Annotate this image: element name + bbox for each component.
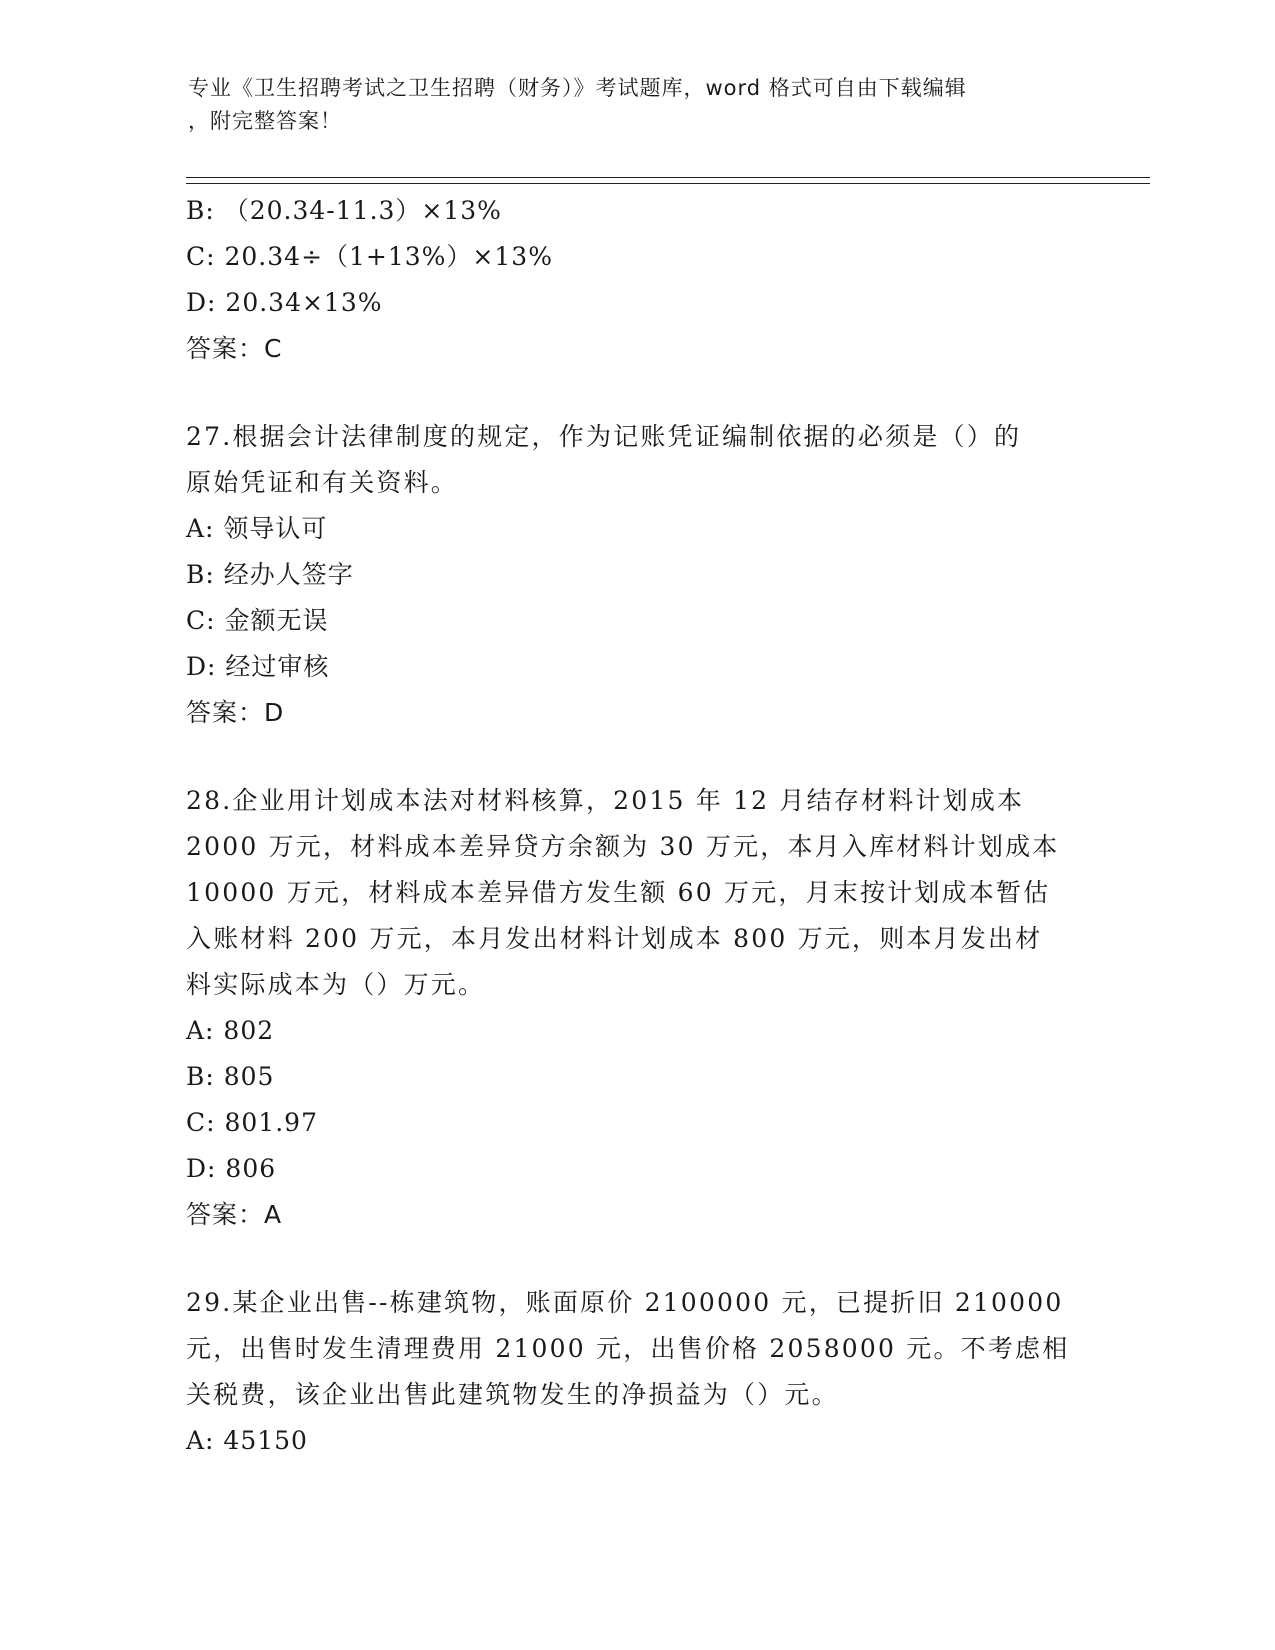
option-c: C: 金额无误 bbox=[186, 606, 329, 635]
document-header bbox=[188, 72, 1068, 138]
question-26-tail bbox=[186, 188, 1086, 372]
option-b: B: 经办人签字 bbox=[186, 560, 354, 589]
option-b: B: （20.34-11.3）×13% bbox=[186, 196, 502, 225]
option-a: A: 802 bbox=[186, 1016, 275, 1045]
answer: 答案：D bbox=[186, 698, 285, 727]
header-divider-bottom bbox=[186, 183, 1150, 184]
spacer bbox=[186, 1238, 1086, 1280]
spacer bbox=[186, 736, 1086, 778]
question-text-line: 29.某企业出售--栋建筑物，账面原价 2100000 元，已提折旧 210000 bbox=[186, 1288, 1064, 1317]
question-text-line: 28.企业用计划成本法对材料核算，2015 年 12 月结存材料计划成本 bbox=[186, 786, 1025, 815]
spacer bbox=[186, 372, 1086, 414]
option-d: D: 20.34×13% bbox=[186, 288, 383, 317]
answer: 答案：C bbox=[186, 334, 283, 363]
question-text-line: 入账材料 200 万元，本月发出材料计划成本 800 万元，则本月发出材 bbox=[186, 924, 1043, 953]
question-text-line: 原始凭证和有关资料。 bbox=[186, 468, 459, 497]
option-a: A: 45150 bbox=[186, 1426, 308, 1455]
option-b: B: 805 bbox=[186, 1062, 275, 1091]
question-list bbox=[186, 188, 1086, 1464]
header-line-2: ，附完整答案！ bbox=[188, 109, 342, 133]
option-d: D: 806 bbox=[186, 1154, 277, 1183]
question-29 bbox=[186, 1280, 1086, 1464]
answer: 答案：A bbox=[186, 1200, 283, 1229]
question-28 bbox=[186, 778, 1086, 1238]
question-text-line: 10000 万元，材料成本差异借方发生额 60 万元，月末按计划成本暂估 bbox=[186, 878, 1051, 907]
option-d: D: 经过审核 bbox=[186, 652, 330, 681]
question-text-line: 27.根据会计法律制度的规定，作为记账凭证编制依据的必须是（）的 bbox=[186, 422, 1022, 451]
question-27 bbox=[186, 414, 1086, 736]
question-text-line: 2000 万元，材料成本差异贷方余额为 30 万元，本月入库材料计划成本 bbox=[186, 832, 1060, 861]
option-a: A: 领导认可 bbox=[186, 514, 328, 543]
question-text-line: 元，出售时发生清理费用 21000 元，出售价格 2058000 元。不考虑相 bbox=[186, 1334, 1070, 1363]
header-divider-top bbox=[186, 177, 1150, 178]
option-c: C: 801.97 bbox=[186, 1108, 318, 1137]
header-line-1: 专业《卫生招聘考试之卫生招聘（财务）》考试题库，word 格式可自由下载编辑 bbox=[188, 76, 967, 100]
option-c: C: 20.34÷（1+13%）×13% bbox=[186, 242, 553, 271]
question-text-line: 料实际成本为（）万元。 bbox=[186, 970, 486, 999]
question-text-line: 关税费，该企业出售此建筑物发生的净损益为（）元。 bbox=[186, 1380, 839, 1409]
